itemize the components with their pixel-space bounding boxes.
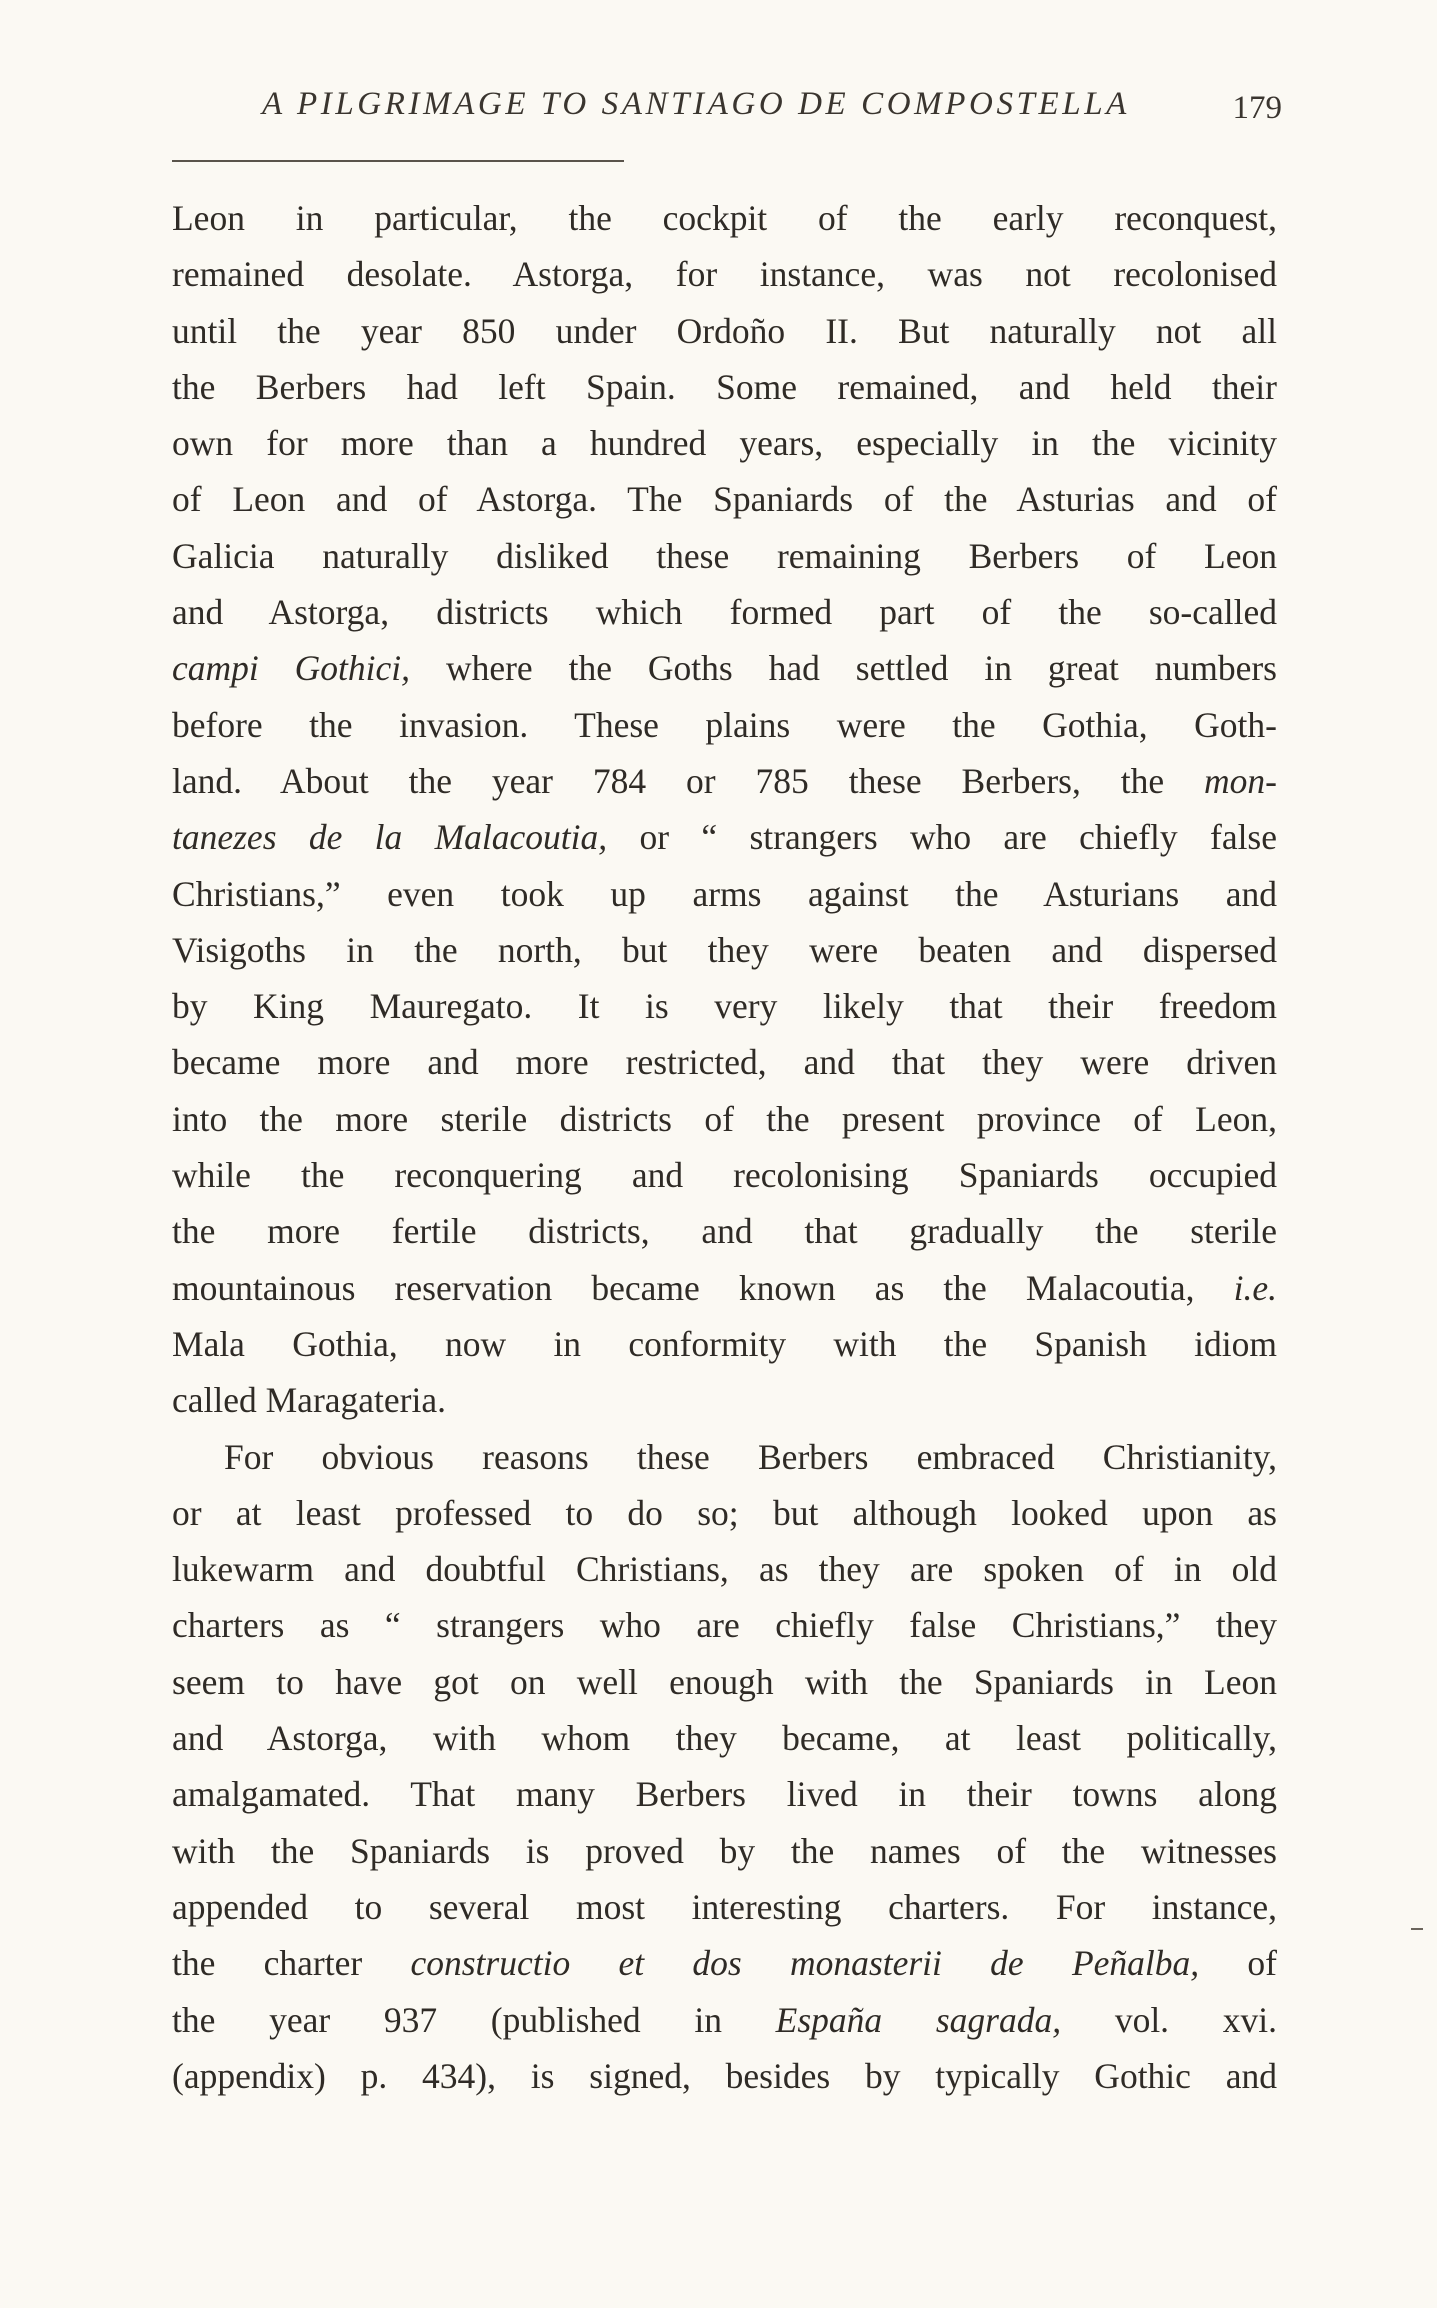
text-line <box>172 471 1277 527</box>
text-line <box>172 528 1277 584</box>
text-segment: Leon in particular, the cockpit of the early reconquest, <box>172 198 1277 238</box>
header-rule <box>172 160 624 162</box>
text-line <box>172 1710 1277 1766</box>
running-title: A PILGRIMAGE TO SANTIAGO DE COMPOSTELLA <box>262 86 1130 122</box>
text-segment: the more fertile districts, and that gradually the sterile <box>172 1211 1277 1252</box>
text-line <box>172 1541 1277 1597</box>
text-segment: by King Mauregato. It is very likely that their freedom <box>172 986 1277 1027</box>
text-line <box>172 978 1277 1034</box>
text-segment: lukewarm and doubtful Christians, as they are spoken of in old <box>172 1549 1277 1590</box>
body-text <box>172 190 1277 2104</box>
text-line <box>172 190 1277 246</box>
text-segment: Christians,” even took up arms against the Asturians and <box>172 873 1277 914</box>
text-line <box>172 1485 1277 1541</box>
text-line <box>172 1879 1277 1935</box>
text-line <box>172 1372 1277 1428</box>
text-segment: seem to have got on well enough with the Spaniards in Leon <box>172 1661 1277 1702</box>
text-line <box>172 1823 1277 1879</box>
text-line <box>172 415 1277 471</box>
margin-mark <box>1411 1928 1423 1930</box>
text-segment: the charter <box>172 1943 411 1984</box>
text-segment: the year 937 (published in <box>172 1999 776 2040</box>
text-segment: into the more sterile districts of the present province of Leon, <box>172 1098 1277 1139</box>
text-segment: Visigoths in the north, but they were beaten and dispersed <box>172 929 1277 970</box>
text-line <box>172 1147 1277 1203</box>
text-line <box>172 1992 1277 2048</box>
italic-text: constructio et dos monasterii de Peñalba, <box>410 1943 1200 1984</box>
text-line <box>172 1091 1277 1147</box>
text-segment: appended to several most interesting charters. For instance, <box>172 1886 1277 1927</box>
text-segment: For obvious reasons these Berbers embraced Christianity, <box>224 1436 1277 1477</box>
text-segment: where the Goths had settled in great numbers <box>410 648 1277 689</box>
text-segment: of <box>1199 1943 1277 1984</box>
text-line <box>172 866 1277 922</box>
italic-text: i.e. <box>1233 1267 1277 1308</box>
text-segment: with the Spaniards is proved by the names of the witnesses <box>172 1830 1277 1871</box>
text-segment: and Astorga, districts which formed part of the so-called <box>172 592 1277 633</box>
text-segment: of Leon and of Astorga. The Spaniards of the Asturias and of <box>172 479 1277 520</box>
text-segment: land. About the year 784 or 785 these Berbers, the <box>172 760 1205 801</box>
text-line <box>172 1654 1277 1710</box>
text-segment: remained desolate. Astorga, for instance, was not recolonised <box>172 254 1277 295</box>
text-segment: amalgamated. That many Berbers lived in their towns along <box>172 1774 1277 1815</box>
text-line <box>172 246 1277 302</box>
text-segment: the Berbers had left Spain. Some remained, and held their <box>172 366 1277 407</box>
text-segment: became more and more restricted, and that they were driven <box>172 1042 1277 1083</box>
italic-text: tanezes de la Malacoutia, <box>172 817 608 858</box>
text-line <box>172 359 1277 415</box>
page-number: 179 <box>1232 90 1282 126</box>
text-line <box>172 1034 1277 1090</box>
text-line <box>172 1316 1277 1372</box>
text-line <box>172 640 1277 696</box>
running-head <box>170 86 1282 136</box>
text-line <box>172 753 1277 809</box>
text-line <box>172 809 1277 865</box>
text-segment: charters as “ strangers who are chiefly false Christians,” they <box>172 1605 1277 1646</box>
text-segment: vol. xvi. <box>1061 1999 1277 2040</box>
italic-text: España sagrada, <box>775 1999 1062 2040</box>
text-segment: mountainous reservation became known as the Malacoutia, <box>172 1267 1234 1308</box>
text-line <box>172 584 1277 640</box>
text-segment: before the invasion. These plains were the Gothia, Goth- <box>172 704 1277 745</box>
italic-text: campi Gothici, <box>172 648 411 689</box>
text-line <box>172 922 1277 978</box>
text-line <box>172 2048 1277 2104</box>
text-segment: Mala Gothia, now in conformity with the Spanish idiom <box>172 1323 1277 1364</box>
text-segment: and Astorga, with whom they became, at least politically, <box>172 1718 1277 1759</box>
text-line <box>172 1766 1277 1822</box>
text-segment: Galicia naturally disliked these remaining Berbers of Leon <box>172 535 1277 576</box>
text-segment: (appendix) p. 434), is signed, besides by typically Gothic and <box>172 2055 1277 2096</box>
text-segment: while the reconquering and recolonising Spaniards occupied <box>172 1155 1277 1196</box>
text-line <box>172 1597 1277 1653</box>
italic-text: mon- <box>1204 760 1277 801</box>
text-segment: until the year 850 under Ordoño II. But naturally not all <box>172 310 1277 351</box>
text-line <box>172 1429 1277 1485</box>
text-line <box>172 1260 1277 1316</box>
text-line <box>172 1935 1277 1991</box>
text-segment: own for more than a hundred years, especially in the vicinity <box>172 423 1277 464</box>
text-line <box>172 697 1277 753</box>
text-segment: or at least professed to do so; but although looked upon as <box>172 1492 1277 1533</box>
text-segment: called Maragateria. <box>172 1380 446 1421</box>
text-line <box>172 1203 1277 1259</box>
text-segment: or “ strangers who are chiefly false <box>607 817 1278 858</box>
text-line <box>172 303 1277 359</box>
